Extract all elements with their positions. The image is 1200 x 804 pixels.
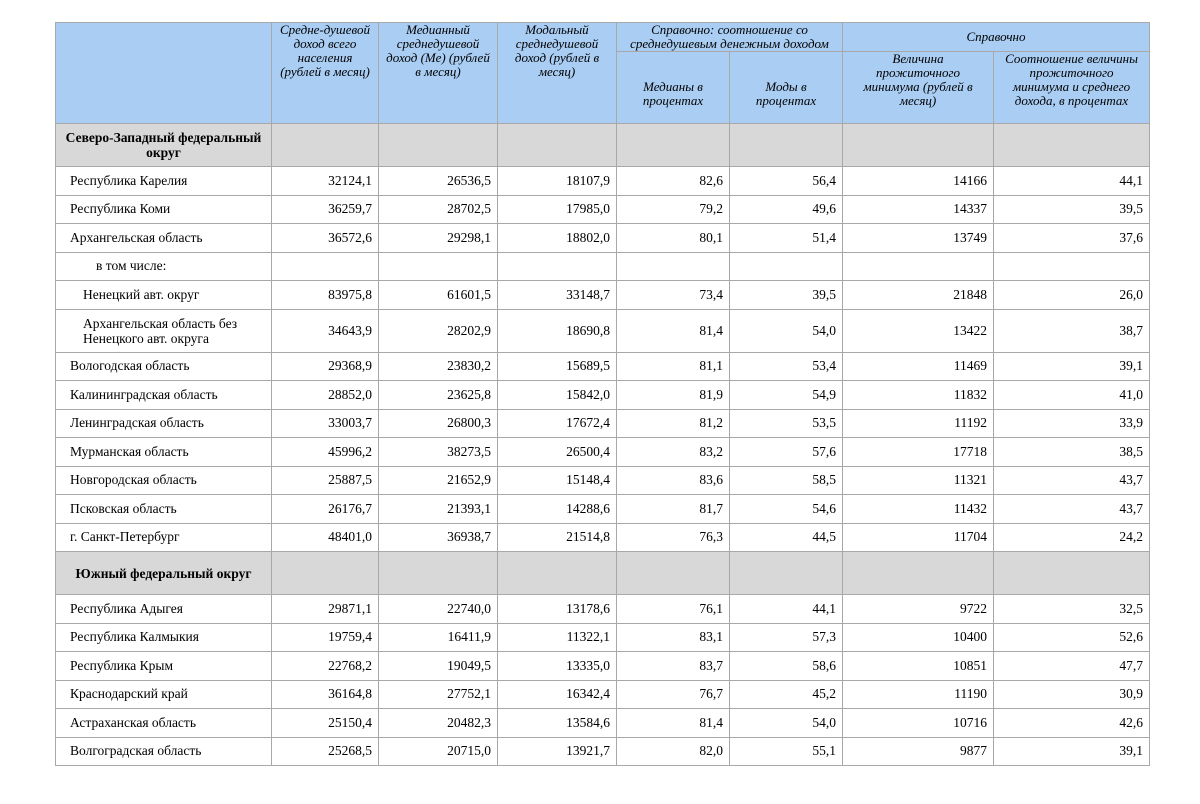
- value-cell: 26536,5: [379, 167, 498, 196]
- table-row: [56, 709, 1150, 738]
- value-cell: 39,5: [730, 281, 843, 310]
- section-empty-cell: [843, 124, 994, 167]
- value-cell: 38273,5: [379, 438, 498, 467]
- value-cell: 81,4: [617, 309, 730, 352]
- value-cell: 15842,0: [498, 381, 617, 410]
- value-cell: 10716: [843, 709, 994, 738]
- value-cell: 45,2: [730, 680, 843, 709]
- header-row-1: [56, 23, 1150, 52]
- section-empty-cell: [498, 124, 617, 167]
- table-row: [56, 167, 1150, 196]
- value-cell: 45996,2: [272, 438, 379, 467]
- section-empty-cell: [498, 552, 617, 595]
- table-body: [56, 124, 1150, 766]
- value-cell: 51,4: [730, 224, 843, 253]
- value-cell: 11192: [843, 409, 994, 438]
- section-empty-cell: [617, 552, 730, 595]
- section-empty-cell: [730, 124, 843, 167]
- table-row: [56, 595, 1150, 624]
- header-subsistence-ratio: Соотношение величины прожиточного минимума и среднего дохода, в процентах: [994, 52, 1150, 124]
- value-cell: 14337: [843, 195, 994, 224]
- value-cell: 21393,1: [379, 495, 498, 524]
- value-cell: 26,0: [994, 281, 1150, 310]
- value-cell: 30,9: [994, 680, 1150, 709]
- value-cell: 9877: [843, 737, 994, 766]
- value-cell: 36259,7: [272, 195, 379, 224]
- value-cell: 20482,3: [379, 709, 498, 738]
- value-cell: 58,6: [730, 652, 843, 681]
- table-row: [56, 680, 1150, 709]
- value-cell: 11432: [843, 495, 994, 524]
- header-avg-income: Средне-душевой доход всего населения (рублей в месяц): [272, 23, 379, 124]
- value-cell: [272, 252, 379, 281]
- value-cell: 52,6: [994, 623, 1150, 652]
- value-cell: 36572,6: [272, 224, 379, 253]
- header-ref-group: Справочно: [843, 23, 1150, 52]
- region-name: Мурманская область: [56, 438, 272, 467]
- value-cell: 25887,5: [272, 466, 379, 495]
- value-cell: 24,2: [994, 523, 1150, 552]
- region-name: Вологодская область: [56, 352, 272, 381]
- value-cell: 76,3: [617, 523, 730, 552]
- section-empty-cell: [272, 124, 379, 167]
- value-cell: 29368,9: [272, 352, 379, 381]
- value-cell: 15148,4: [498, 466, 617, 495]
- region-name: Волгоградская область: [56, 737, 272, 766]
- value-cell: 54,6: [730, 495, 843, 524]
- value-cell: 73,4: [617, 281, 730, 310]
- value-cell: 10851: [843, 652, 994, 681]
- value-cell: 76,1: [617, 595, 730, 624]
- value-cell: 82,6: [617, 167, 730, 196]
- value-cell: 53,4: [730, 352, 843, 381]
- value-cell: 76,7: [617, 680, 730, 709]
- value-cell: 81,2: [617, 409, 730, 438]
- section-empty-cell: [994, 552, 1150, 595]
- value-cell: 11832: [843, 381, 994, 410]
- value-cell: 29871,1: [272, 595, 379, 624]
- region-name: Республика Карелия: [56, 167, 272, 196]
- value-cell: 81,7: [617, 495, 730, 524]
- value-cell: 82,0: [617, 737, 730, 766]
- value-cell: 18690,8: [498, 309, 617, 352]
- region-name: г. Санкт-Петербург: [56, 523, 272, 552]
- value-cell: 26176,7: [272, 495, 379, 524]
- value-cell: 81,4: [617, 709, 730, 738]
- header-mode-pct: Моды в процентах: [730, 52, 843, 124]
- value-cell: 18802,0: [498, 224, 617, 253]
- value-cell: 15689,5: [498, 352, 617, 381]
- value-cell: 83,6: [617, 466, 730, 495]
- table-row: [56, 195, 1150, 224]
- value-cell: 25150,4: [272, 709, 379, 738]
- section-empty-cell: [994, 124, 1150, 167]
- header-ratio-group: Справочно: соотношение со среднедушевым денежным доходом: [617, 23, 843, 52]
- value-cell: 79,2: [617, 195, 730, 224]
- value-cell: 81,1: [617, 352, 730, 381]
- value-cell: 21652,9: [379, 466, 498, 495]
- table-row: [56, 623, 1150, 652]
- value-cell: 36938,7: [379, 523, 498, 552]
- header-region: [56, 23, 272, 124]
- region-name: Ленинградская область: [56, 409, 272, 438]
- value-cell: 10400: [843, 623, 994, 652]
- value-cell: 22740,0: [379, 595, 498, 624]
- value-cell: 26500,4: [498, 438, 617, 467]
- value-cell: 61601,5: [379, 281, 498, 310]
- value-cell: 22768,2: [272, 652, 379, 681]
- value-cell: 33148,7: [498, 281, 617, 310]
- table-row: [56, 438, 1150, 467]
- value-cell: 44,1: [730, 595, 843, 624]
- region-name: Астраханская область: [56, 709, 272, 738]
- value-cell: 13921,7: [498, 737, 617, 766]
- value-cell: 28852,0: [272, 381, 379, 410]
- table-row: [56, 523, 1150, 552]
- value-cell: 13178,6: [498, 595, 617, 624]
- value-cell: 13584,6: [498, 709, 617, 738]
- value-cell: 41,0: [994, 381, 1150, 410]
- region-name: Новгородская область: [56, 466, 272, 495]
- value-cell: 17718: [843, 438, 994, 467]
- value-cell: 38,7: [994, 309, 1150, 352]
- section-empty-cell: [379, 124, 498, 167]
- value-cell: 23830,2: [379, 352, 498, 381]
- table-row: [56, 652, 1150, 681]
- value-cell: 14288,6: [498, 495, 617, 524]
- value-cell: 44,1: [994, 167, 1150, 196]
- value-cell: 9722: [843, 595, 994, 624]
- value-cell: 21514,8: [498, 523, 617, 552]
- value-cell: 19759,4: [272, 623, 379, 652]
- header-median-income: Медианный среднедушевой доход (Ме) (рублей в месяц): [379, 23, 498, 124]
- section-title: Южный федеральный округ: [56, 552, 272, 595]
- table-row: [56, 352, 1150, 381]
- value-cell: 26800,3: [379, 409, 498, 438]
- value-cell: 54,0: [730, 309, 843, 352]
- region-name: Архангельская область: [56, 224, 272, 253]
- value-cell: [617, 252, 730, 281]
- value-cell: [843, 252, 994, 281]
- value-cell: [379, 252, 498, 281]
- value-cell: 57,6: [730, 438, 843, 467]
- value-cell: 32124,1: [272, 167, 379, 196]
- value-cell: 14166: [843, 167, 994, 196]
- region-name: Республика Адыгея: [56, 595, 272, 624]
- value-cell: 43,7: [994, 466, 1150, 495]
- value-cell: 36164,8: [272, 680, 379, 709]
- value-cell: 13422: [843, 309, 994, 352]
- section-empty-cell: [617, 124, 730, 167]
- value-cell: 39,5: [994, 195, 1150, 224]
- region-name: в том числе:: [56, 252, 272, 281]
- table-row: [56, 466, 1150, 495]
- value-cell: 20715,0: [379, 737, 498, 766]
- section-empty-cell: [272, 552, 379, 595]
- table-row: [56, 309, 1150, 352]
- value-cell: 80,1: [617, 224, 730, 253]
- value-cell: 25268,5: [272, 737, 379, 766]
- value-cell: 28702,5: [379, 195, 498, 224]
- value-cell: 11704: [843, 523, 994, 552]
- value-cell: 33,9: [994, 409, 1150, 438]
- value-cell: 32,5: [994, 595, 1150, 624]
- value-cell: 16411,9: [379, 623, 498, 652]
- table-row: [56, 495, 1150, 524]
- value-cell: [730, 252, 843, 281]
- table-row: [56, 281, 1150, 310]
- table-row: [56, 737, 1150, 766]
- value-cell: 34643,9: [272, 309, 379, 352]
- value-cell: 21848: [843, 281, 994, 310]
- region-name: Архангельская область без Ненецкого авт. округа: [56, 309, 272, 352]
- value-cell: 58,5: [730, 466, 843, 495]
- value-cell: 27752,1: [379, 680, 498, 709]
- section-title: Северо-Западный федеральный округ: [56, 124, 272, 167]
- value-cell: 38,5: [994, 438, 1150, 467]
- region-name: Республика Крым: [56, 652, 272, 681]
- table-row: [56, 224, 1150, 253]
- region-name: Ненецкий авт. округ: [56, 281, 272, 310]
- value-cell: 13335,0: [498, 652, 617, 681]
- table-row: [56, 381, 1150, 410]
- value-cell: 54,9: [730, 381, 843, 410]
- income-table: [55, 22, 1150, 766]
- region-name: Республика Калмыкия: [56, 623, 272, 652]
- section-row: [56, 552, 1150, 595]
- value-cell: 56,4: [730, 167, 843, 196]
- value-cell: 11190: [843, 680, 994, 709]
- header-subsistence: Величина прожиточного минимума (рублей в месяц): [843, 52, 994, 124]
- value-cell: 54,0: [730, 709, 843, 738]
- value-cell: 37,6: [994, 224, 1150, 253]
- value-cell: 43,7: [994, 495, 1150, 524]
- header-median-pct: Медианы в процентах: [617, 52, 730, 124]
- value-cell: 42,6: [994, 709, 1150, 738]
- value-cell: 47,7: [994, 652, 1150, 681]
- value-cell: [498, 252, 617, 281]
- value-cell: 55,1: [730, 737, 843, 766]
- value-cell: 23625,8: [379, 381, 498, 410]
- value-cell: 11321: [843, 466, 994, 495]
- value-cell: 39,1: [994, 737, 1150, 766]
- table-row: [56, 252, 1150, 281]
- value-cell: 18107,9: [498, 167, 617, 196]
- region-name: Краснодарский край: [56, 680, 272, 709]
- value-cell: 49,6: [730, 195, 843, 224]
- value-cell: 44,5: [730, 523, 843, 552]
- value-cell: 11469: [843, 352, 994, 381]
- value-cell: 17672,4: [498, 409, 617, 438]
- value-cell: 33003,7: [272, 409, 379, 438]
- value-cell: 57,3: [730, 623, 843, 652]
- value-cell: 29298,1: [379, 224, 498, 253]
- section-empty-cell: [379, 552, 498, 595]
- section-empty-cell: [843, 552, 994, 595]
- value-cell: [994, 252, 1150, 281]
- value-cell: 17985,0: [498, 195, 617, 224]
- value-cell: 83,7: [617, 652, 730, 681]
- value-cell: 83975,8: [272, 281, 379, 310]
- value-cell: 53,5: [730, 409, 843, 438]
- value-cell: 19049,5: [379, 652, 498, 681]
- section-row: [56, 124, 1150, 167]
- value-cell: 83,2: [617, 438, 730, 467]
- region-name: Калининградская область: [56, 381, 272, 410]
- region-name: Псковская область: [56, 495, 272, 524]
- value-cell: 28202,9: [379, 309, 498, 352]
- value-cell: 16342,4: [498, 680, 617, 709]
- region-name: Республика Коми: [56, 195, 272, 224]
- table-row: [56, 409, 1150, 438]
- header-modal-income: Модальный среднедушевой доход (рублей в месяц): [498, 23, 617, 124]
- value-cell: 81,9: [617, 381, 730, 410]
- section-empty-cell: [730, 552, 843, 595]
- value-cell: 48401,0: [272, 523, 379, 552]
- value-cell: 13749: [843, 224, 994, 253]
- value-cell: 11322,1: [498, 623, 617, 652]
- value-cell: 39,1: [994, 352, 1150, 381]
- value-cell: 83,1: [617, 623, 730, 652]
